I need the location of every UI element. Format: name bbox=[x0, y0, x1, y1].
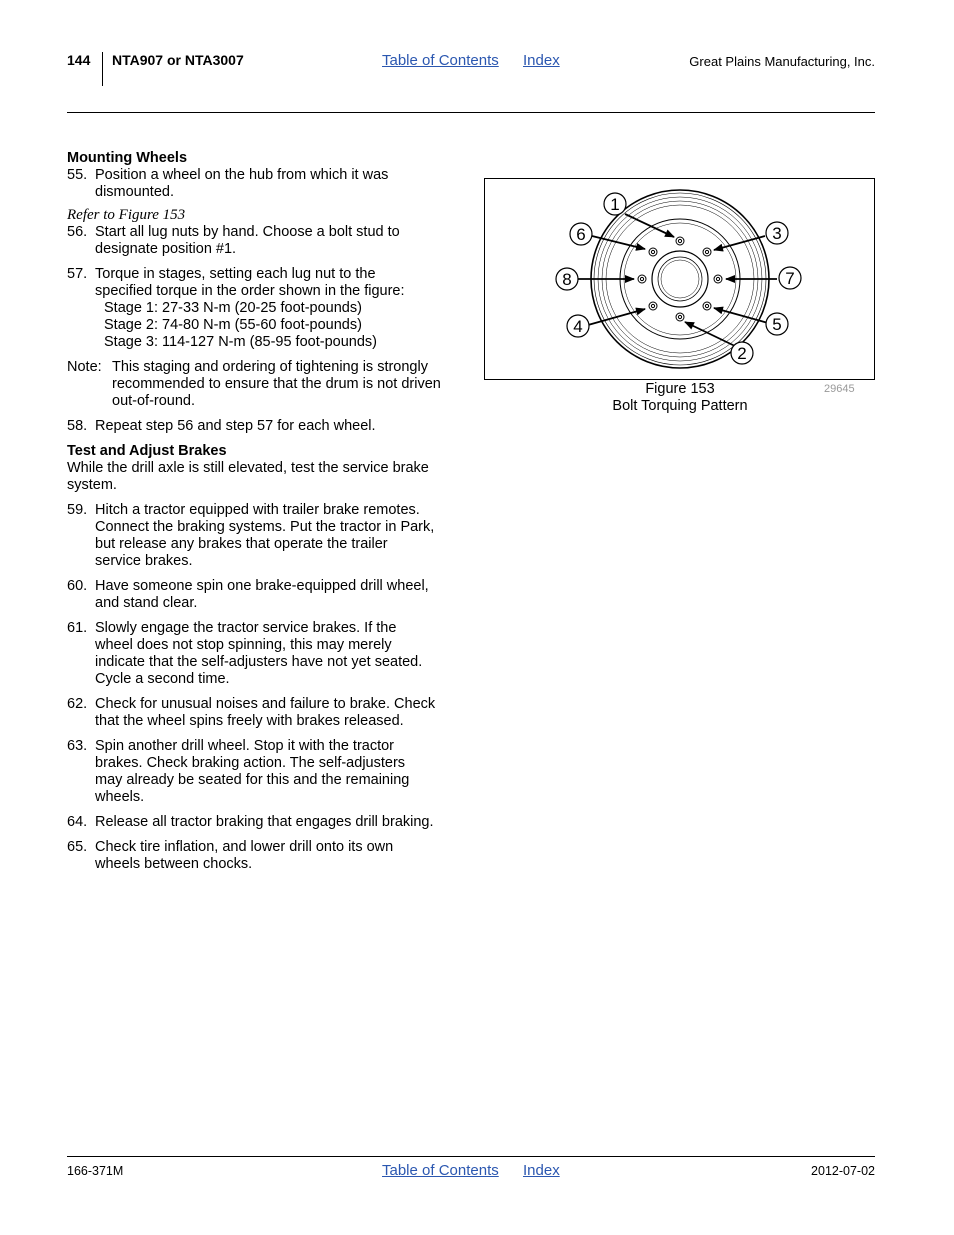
svg-text:4: 4 bbox=[573, 317, 583, 336]
step-text: Check tire inflation, and lower drill onto its own bbox=[95, 839, 394, 855]
step-text: and stand clear. bbox=[95, 595, 198, 611]
step-number: 58. bbox=[67, 418, 88, 434]
svg-text:1: 1 bbox=[610, 195, 620, 214]
position-label-2 bbox=[731, 342, 753, 364]
svg-text:8: 8 bbox=[562, 270, 572, 289]
step-number: 63. bbox=[67, 738, 88, 754]
step-text: dismounted. bbox=[95, 184, 174, 200]
step-number: 61. bbox=[67, 620, 88, 636]
step-text: may already be seated for this and the remaining bbox=[95, 772, 410, 788]
header-rule bbox=[67, 112, 875, 113]
step-65 bbox=[67, 839, 462, 873]
svg-text:3: 3 bbox=[772, 224, 782, 243]
position-label-7 bbox=[779, 267, 801, 289]
step-text: wheel does not stop spinning, this may merely bbox=[95, 637, 392, 653]
brakes-intro: While the drill axle is still elevated, test the service brake bbox=[67, 460, 429, 476]
step-text: Slowly engage the tractor service brakes. If the bbox=[95, 620, 397, 636]
figure-caption-title: Bolt Torquing Pattern bbox=[612, 398, 748, 414]
step-text: Start all lug nuts by hand. Choose a bolt stud to bbox=[95, 224, 400, 240]
step-number: 64. bbox=[67, 814, 88, 830]
note-text: This staging and ordering of tightening is strongly bbox=[112, 359, 428, 375]
lug-nuts bbox=[638, 237, 722, 321]
step-number: 56. bbox=[67, 224, 88, 240]
step-number: 57. bbox=[67, 266, 88, 282]
step-text: specified torque in the order shown in the figure: bbox=[95, 283, 405, 299]
step-56 bbox=[67, 224, 462, 258]
note bbox=[67, 359, 462, 410]
note-label: Note: bbox=[67, 359, 102, 375]
toc-link-header[interactable]: Table of Contents bbox=[382, 52, 499, 69]
step-number: 55. bbox=[67, 167, 88, 183]
revision-date: 2012-07-02 bbox=[811, 1164, 875, 1178]
position-label-3 bbox=[766, 222, 788, 244]
svg-text:7: 7 bbox=[785, 269, 795, 288]
bolt-pattern-diagram bbox=[485, 179, 874, 379]
index-link-header[interactable]: Index bbox=[523, 52, 560, 69]
svg-text:6: 6 bbox=[576, 225, 586, 244]
step-55 bbox=[67, 167, 462, 201]
footer-rule bbox=[67, 1156, 875, 1157]
step-text: brakes. Check braking action. The self-adjusters bbox=[95, 755, 406, 771]
step-number: 62. bbox=[67, 696, 88, 712]
note-text: recommended to ensure that the drum is not driven bbox=[112, 376, 441, 392]
image-number: 29645 bbox=[824, 383, 855, 395]
step-62 bbox=[67, 696, 462, 730]
step-63 bbox=[67, 738, 462, 806]
step-64 bbox=[67, 814, 462, 831]
figure-caption-number: Figure 153 bbox=[645, 381, 715, 397]
step-57 bbox=[67, 266, 462, 351]
position-label-1 bbox=[604, 193, 626, 215]
step-text: Cycle a second time. bbox=[95, 671, 230, 687]
position-label-6 bbox=[570, 223, 592, 245]
step-58 bbox=[67, 418, 462, 435]
figure-frame bbox=[484, 178, 875, 380]
brakes-intro: system. bbox=[67, 477, 117, 493]
stage-3: Stage 3: 114-127 N-m (85-95 foot-pounds) bbox=[104, 334, 377, 350]
step-text: wheels between chocks. bbox=[95, 856, 253, 872]
step-text: indicate that the self-adjusters have not yet seated. bbox=[95, 654, 423, 670]
step-text: Have someone spin one brake-equipped drill wheel, bbox=[95, 578, 429, 594]
step-60 bbox=[67, 578, 462, 612]
header-divider bbox=[102, 52, 103, 86]
company-name: Great Plains Manufacturing, Inc. bbox=[689, 54, 875, 69]
main-column bbox=[67, 150, 462, 873]
model-title: NTA907 or NTA3007 bbox=[112, 52, 244, 68]
step-text: Check for unusual noises and failure to brake. Check bbox=[95, 696, 436, 712]
step-number: 60. bbox=[67, 578, 88, 594]
step-number: 59. bbox=[67, 502, 88, 518]
svg-text:2: 2 bbox=[737, 344, 747, 363]
doc-number: 166-371M bbox=[67, 1164, 124, 1178]
step-text: Release all tractor braking that engages drill braking. bbox=[95, 814, 434, 830]
step-number: 65. bbox=[67, 839, 88, 855]
stage-1: Stage 1: 27-33 N-m (20-25 foot-pounds) bbox=[104, 300, 362, 316]
page-number: 144 bbox=[67, 52, 91, 68]
position-label-4 bbox=[567, 315, 589, 337]
svg-text:5: 5 bbox=[772, 315, 782, 334]
step-text: but release any brakes that operate the trailer bbox=[95, 536, 388, 552]
step-text: Position a wheel on the hub from which it was bbox=[95, 167, 389, 183]
position-label-5 bbox=[766, 313, 788, 335]
index-link-footer[interactable]: Index bbox=[523, 1162, 560, 1179]
step-text: service brakes. bbox=[95, 553, 193, 569]
step-text: that the wheel spins freely with brakes released. bbox=[95, 713, 404, 729]
stage-2: Stage 2: 74-80 N-m (55-60 foot-pounds) bbox=[104, 317, 362, 333]
step-59 bbox=[67, 502, 462, 570]
figure-reference: Refer to Figure 153 bbox=[67, 207, 186, 223]
step-text: Torque in stages, setting each lug nut to the bbox=[95, 266, 376, 282]
step-text: Connect the braking systems. Put the tractor in Park, bbox=[95, 519, 435, 535]
step-61 bbox=[67, 620, 462, 688]
mounting-heading: Mounting Wheels bbox=[67, 150, 188, 166]
step-text: wheels. bbox=[95, 789, 145, 805]
step-text: Hitch a tractor equipped with trailer brake remotes. bbox=[95, 502, 420, 518]
brakes-heading: Test and Adjust Brakes bbox=[67, 443, 227, 459]
toc-link-footer[interactable]: Table of Contents bbox=[382, 1162, 499, 1179]
step-text: Repeat step 56 and step 57 for each wheel. bbox=[95, 418, 376, 434]
step-text: Spin another drill wheel. Stop it with the tractor bbox=[95, 738, 395, 754]
step-text: designate position #1. bbox=[95, 241, 237, 257]
note-text: out-of-round. bbox=[112, 393, 196, 409]
sequence-arrows bbox=[578, 214, 777, 347]
position-label-8 bbox=[556, 268, 578, 290]
